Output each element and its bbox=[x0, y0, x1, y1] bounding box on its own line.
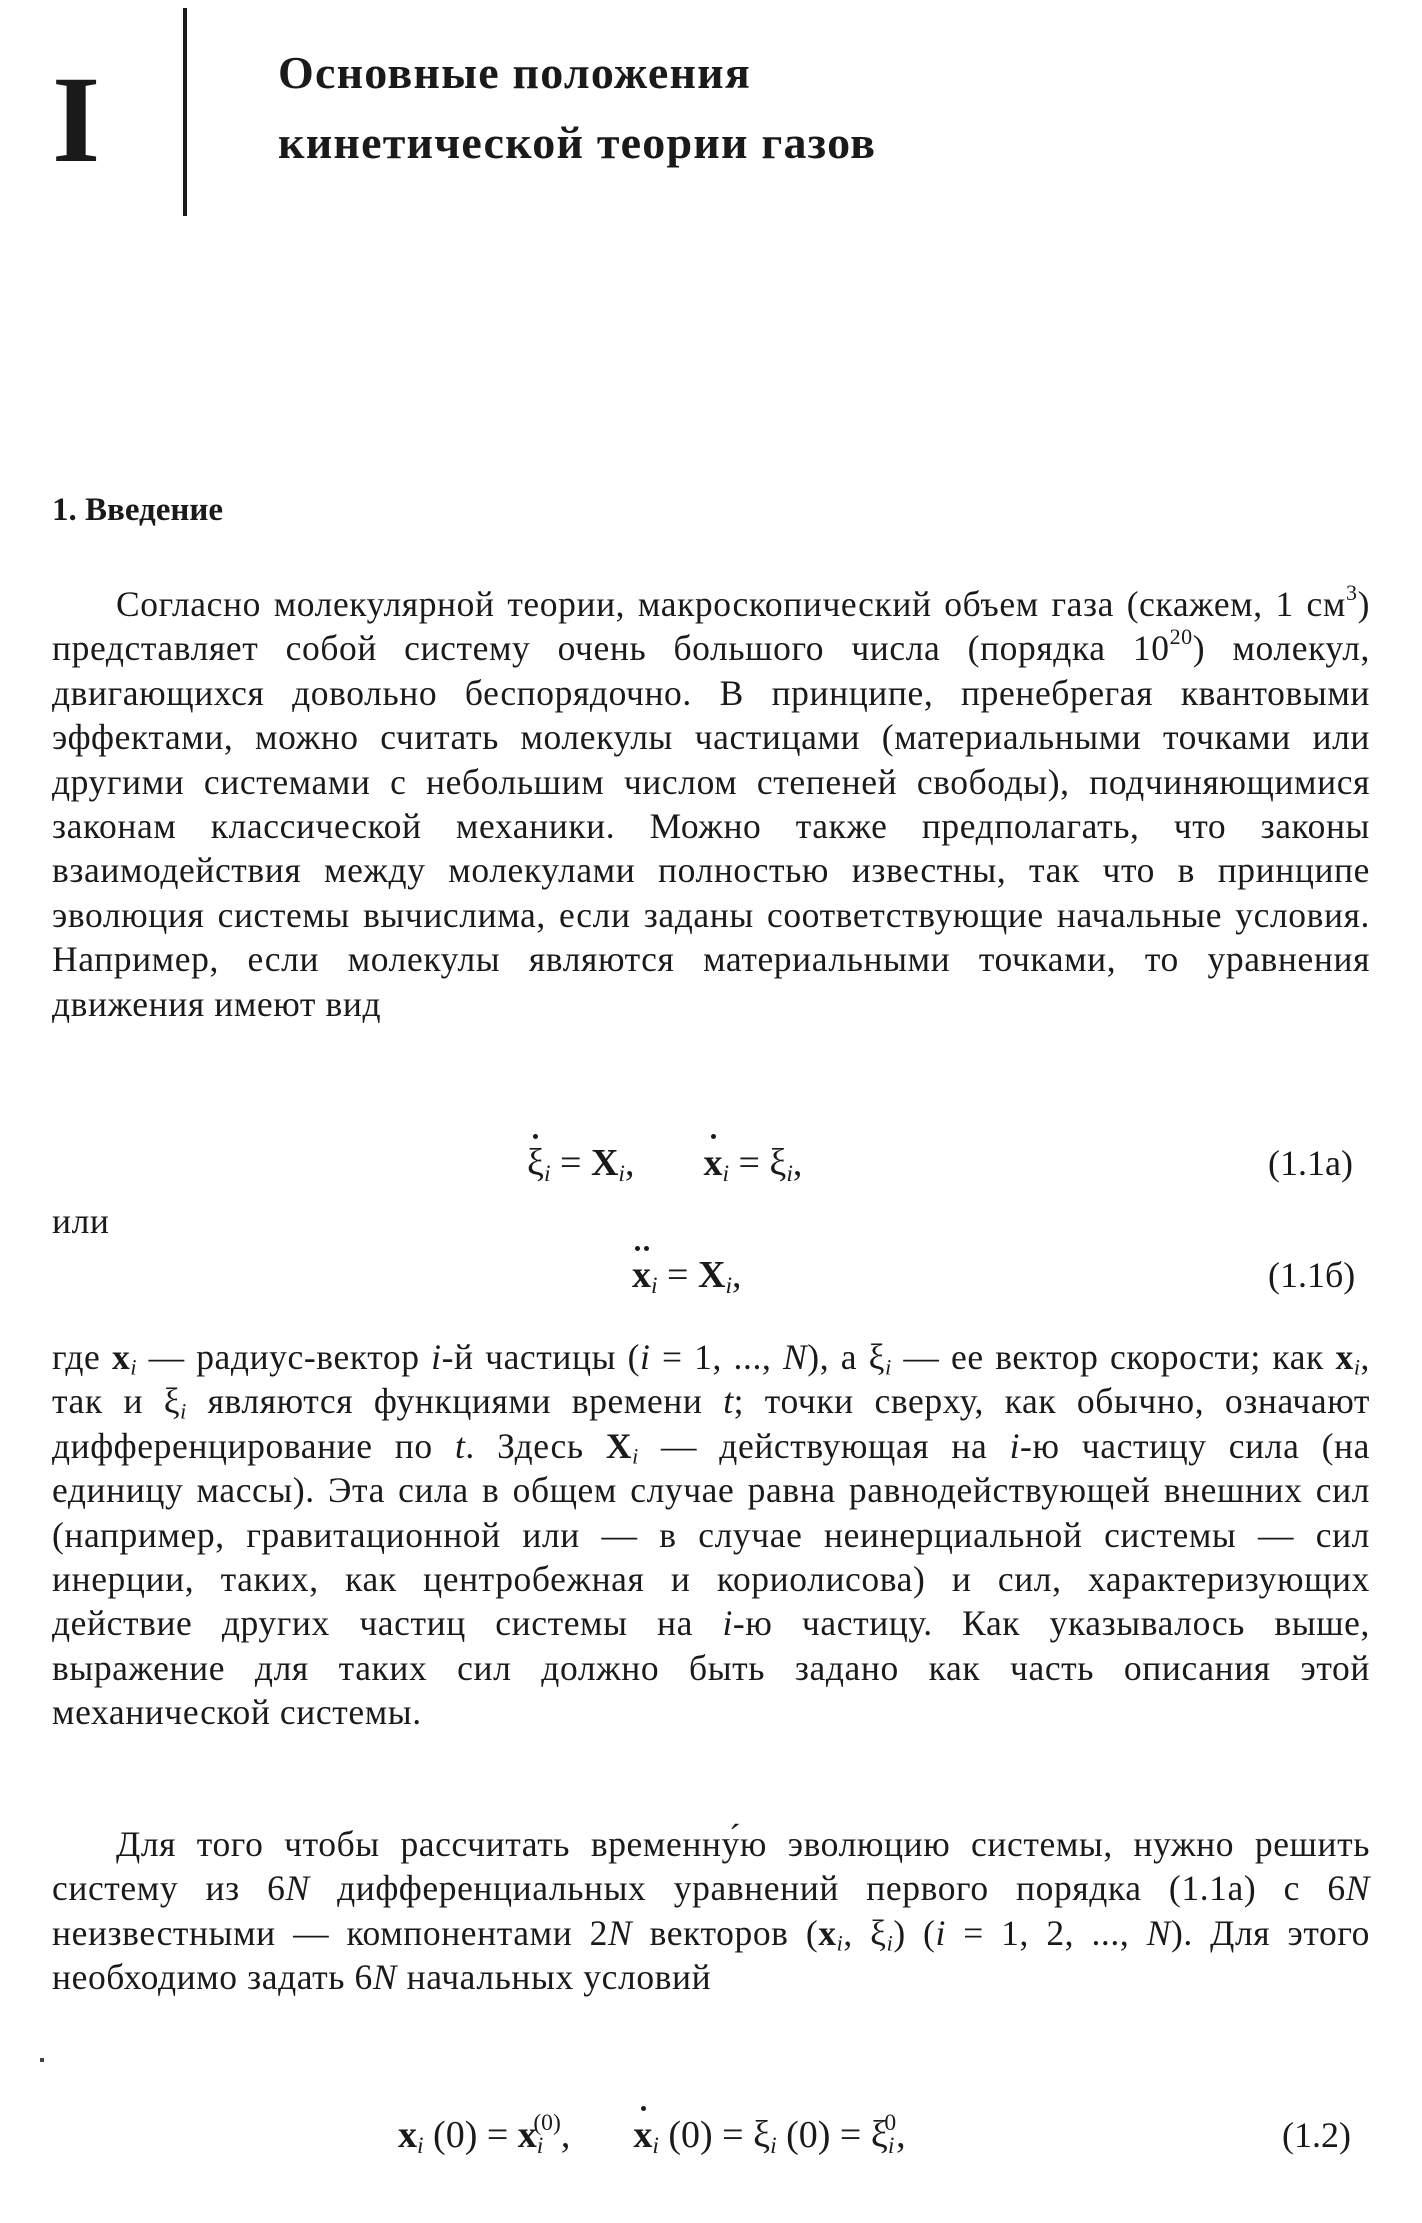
paragraph-definitions-text: где $x_i$ — радиус-вектор i-й частицы (i = 1, ..., N), а $\xi_i$ — ее вектор скорости; как $x_i$, так и $\xi_i$ являются функциями времени t; точки сверху, как обычно, означают дифференцирование по t. Здесь $X_i$ — действующая на i-ю частицу сила (на единицу массы). Эта сила в общем случае равна равнодействующей внешних сил (например, гравитационной или — в случае неинерциальной системы — сил инерции, таких, как центробежная и кориолисова) и сил, характеризующих действие других частиц системы на i-ю частицу. Как указывалось выше, выражение для таких сил должно быть задано как часть описания этой механической системы. bbox=[52, 1337, 1371, 1733]
section-title: Введение bbox=[85, 492, 224, 528]
chapter-title-line-1: Основные положения bbox=[278, 47, 751, 98]
equation-1-2: $x_i$ $(0) = x_i^{(0)}$, $x_i$ $(0) = \xi_i$ $(0) = \xi_i^0$, bbox=[398, 2110, 906, 2159]
chapter-title-line-2: кинетической теории газов bbox=[278, 117, 877, 168]
chapter-numeral: I bbox=[52, 51, 101, 188]
equation-1-1a: $\xi_i = X_i$, $x_i = \xi_i$, bbox=[527, 1142, 803, 1187]
paragraph-intro-text: Согласно молекулярной теории, макроскопический объем газа (скажем, 1 $см^3$) представляет собой систему очень большого числа (порядка $10^{20}$) молекул, двигающихся довольно беспорядочно. В принципе, пренебрегая квантовыми эффектами, можно считать молекулы частицами (материальными точками или другими системами с небольшим числом степеней свободы), подчиняющимися законам классической механики. Можно также предполагать, что законы взаимодействия между молекулами полностью известны, так что в принципе эволюция системы вычислима, если заданы соответствующие начальные условия. Например, если молекулы являются материальными точками, то уравнения движения имеют вид bbox=[52, 580, 1370, 1024]
equation-label-1-1b: (1.1б) bbox=[1268, 1255, 1356, 1295]
section-number: 1. bbox=[52, 492, 77, 528]
equation-label-1-1a: (1.1а) bbox=[1268, 1143, 1353, 1183]
paragraph-initial-conditions-text: Для того чтобы рассчитать временну́ю эволюцию системы, нужно решить систему из 6N дифференциальных уравнений первого порядка (1.1а) с 6N неизвестными — компонентами 2N векторов ($x_i$, $\xi_i$) (i = 1, 2, ..., N). Для этого необходимо задать 6N начальных условий bbox=[52, 1824, 1371, 1998]
chapter-divider-rule bbox=[183, 8, 187, 216]
paragraph-intro bbox=[52, 582, 1370, 1026]
equation-label-1-2: (1.2) bbox=[1282, 2115, 1351, 2155]
section-heading bbox=[52, 492, 223, 529]
paragraph-initial-conditions bbox=[52, 1822, 1370, 2000]
chapter-title bbox=[278, 38, 876, 178]
equation-1-1b: $x_i = X_i$, bbox=[632, 1254, 742, 1299]
connective-or: или bbox=[52, 1201, 110, 1241]
paragraph-definitions bbox=[52, 1335, 1370, 1735]
margin-speck bbox=[40, 2058, 44, 2062]
